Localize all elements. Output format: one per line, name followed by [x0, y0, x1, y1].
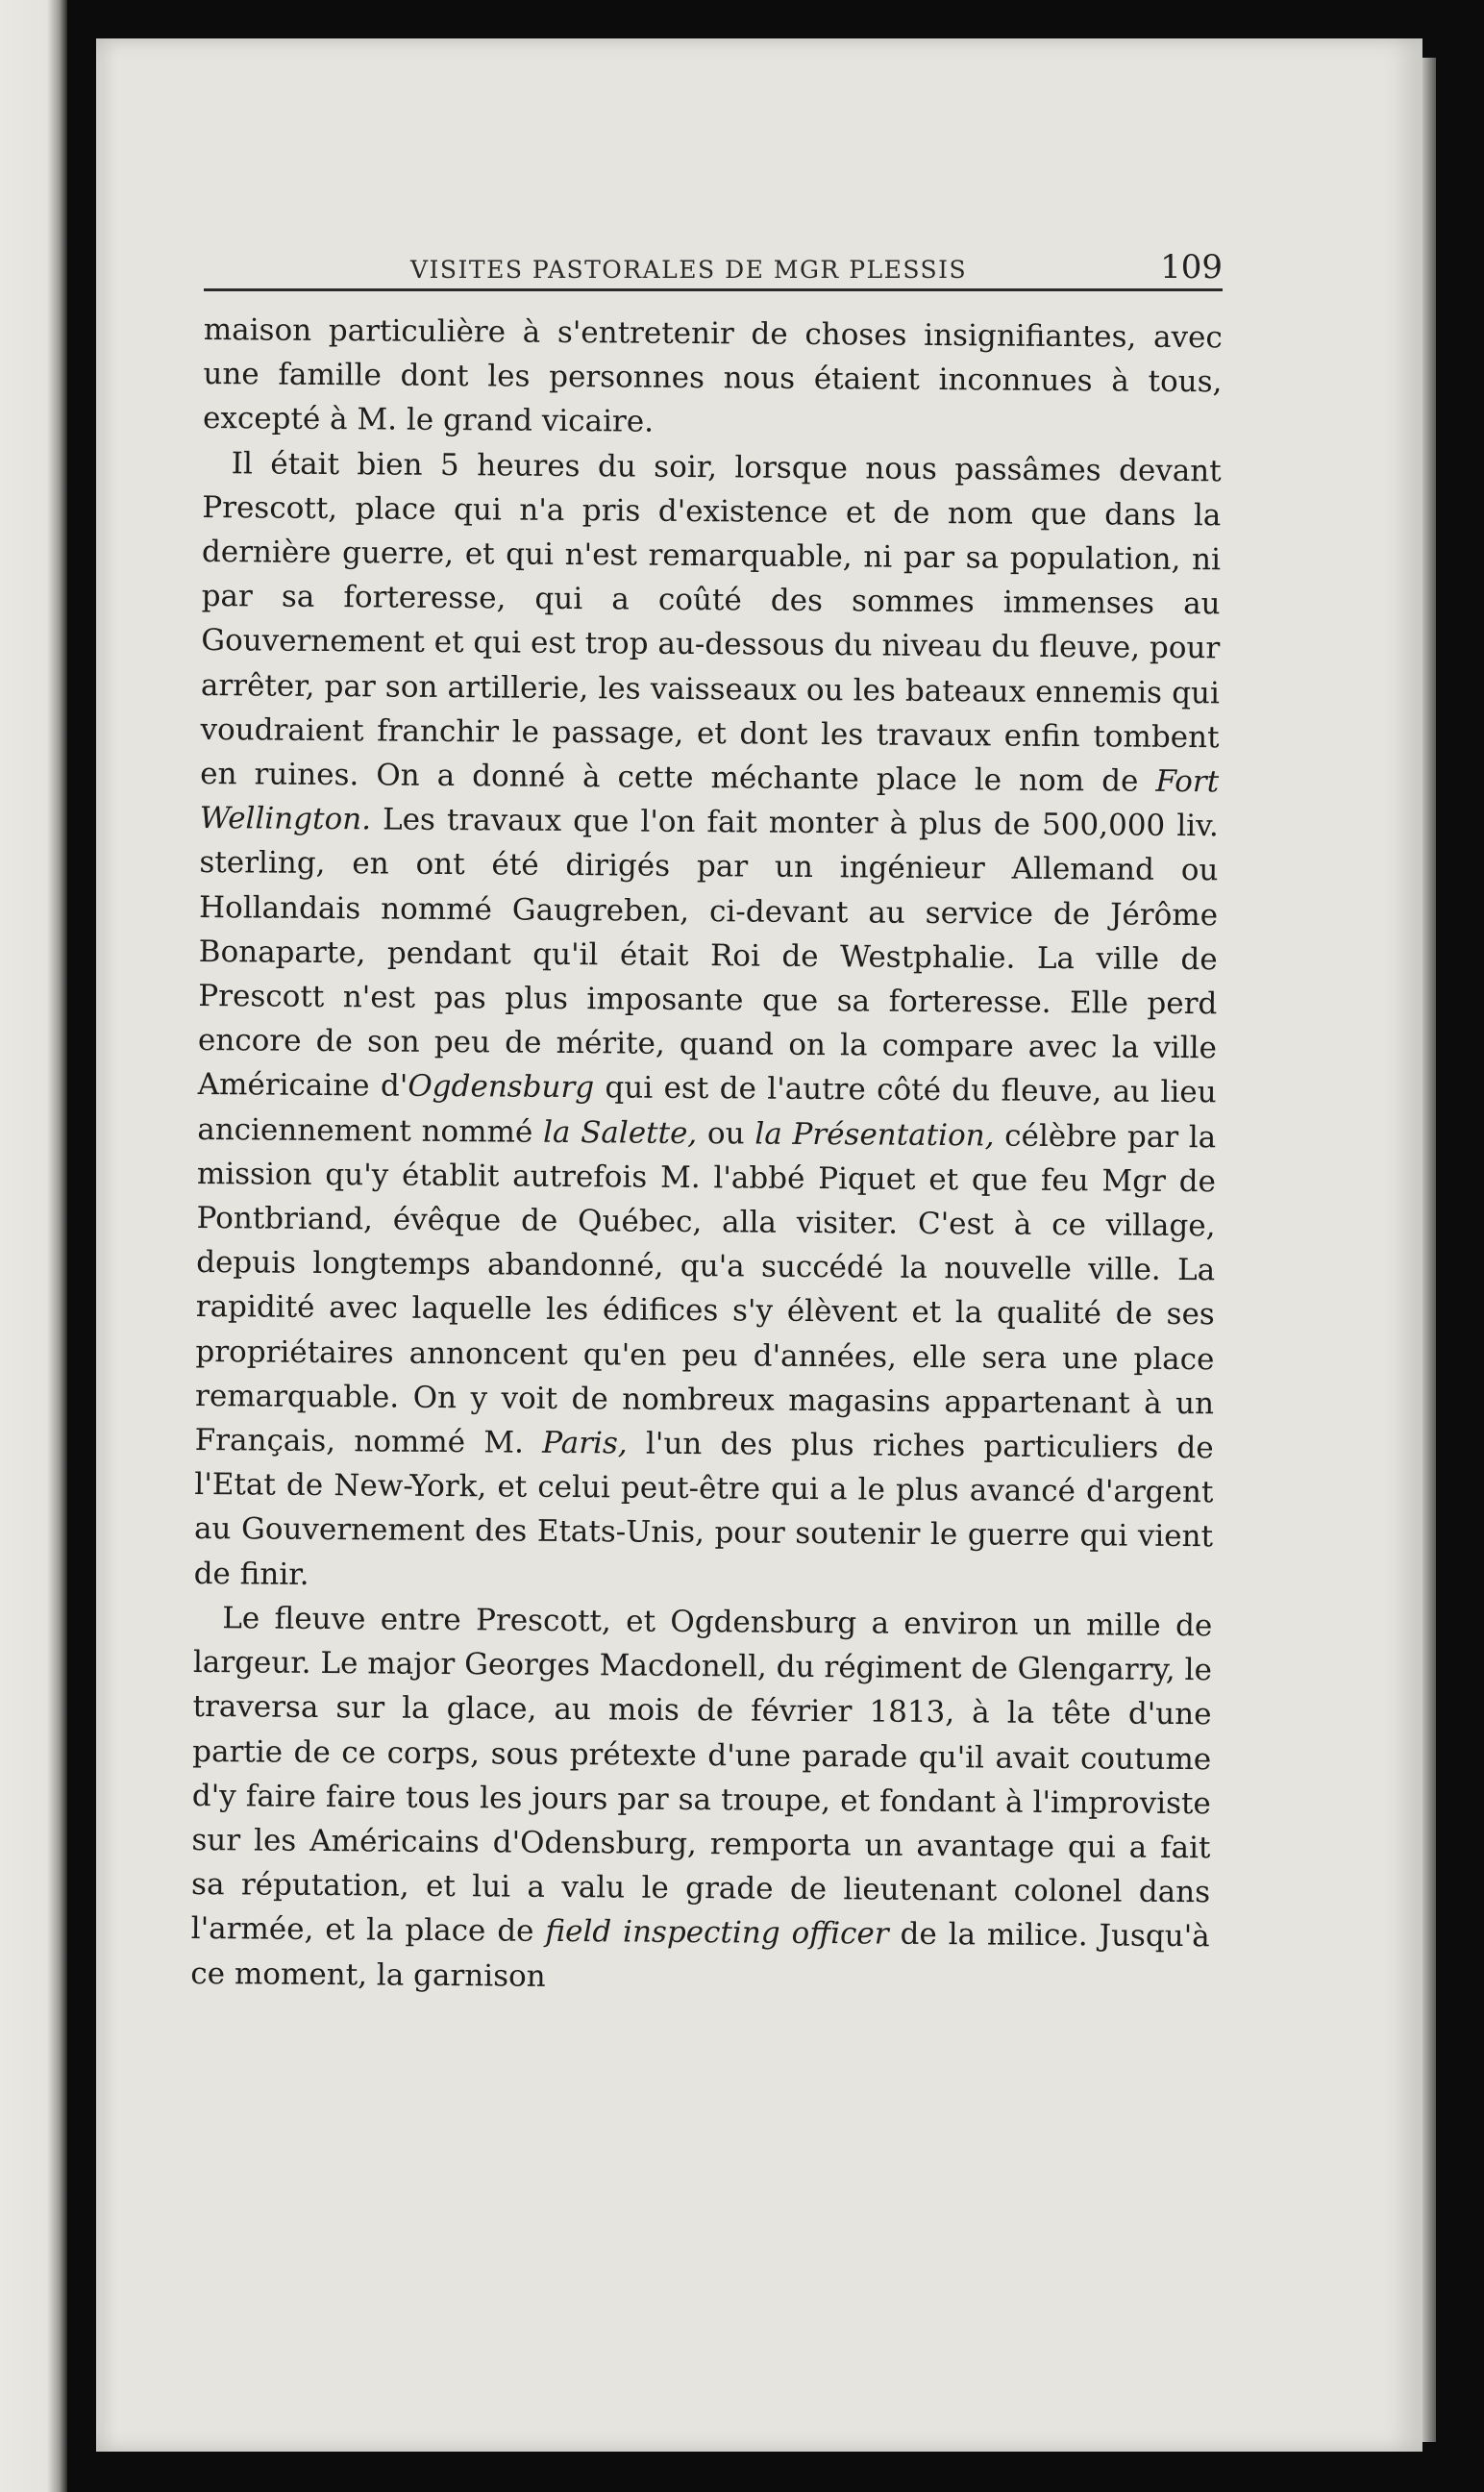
paragraph [190, 1596, 1212, 2004]
text-run: Les travaux que l'on fait monter à plus de 500,000 liv. sterling, en ont été dirigés par un ingénieur Allemand ou Hollandais nommé Gaugreben, ci-devant au service de Jérôme Bonaparte, pendant qu'il était Roi de Westphalie. La ville de Prescott n'est pas plus imposante que sa forteresse. Elle perd encore de son peu de mérite, quand on la compare avec la ville Américaine d' [197, 802, 1219, 1105]
text-run: maison particulière à s'entretenir de choses insignifiantes, avec une famille dont les personnes nous étaient inconnues à tous, excepté à M. le grand vicaire. [202, 312, 1223, 440]
previous-page-edge [0, 0, 67, 2492]
header-rule [204, 288, 1223, 291]
italic-text: la Salette, [542, 1114, 698, 1151]
paragraph [203, 308, 1223, 449]
text-run: l'un des plus riches particuliers de l'Etat de New-York, et celui peut-être qui a le plus avancé d'argent au Gouvernement des Etats-Unis, pour soutenir le guerre qui vient de finir. [193, 1426, 1214, 1592]
running-title: VISITES PASTORALES DE MGR PLESSIS [410, 256, 968, 284]
text-run: Le fleuve entre Prescott, et Ogdensburg a environ un mille de largeur. Le major Georges Macdonell, du régiment de Glengarry, le traversa sur la glace, au mois de février 1813, à la tête d'une partie de ce corps, sous prétexte d'une parade qu'il avait coutume d'y faire faire tous les jours par sa troupe, et fondant à l'improviste sur les Américains d'Odensburg, remporta un avantage qui a fait sa réputation, et lui a valu le grade de lieutenant colonel dans l'armée, et la place de [190, 1601, 1213, 1950]
italic-text: la Présentation, [754, 1116, 995, 1154]
running-head [204, 242, 1223, 300]
paragraph [193, 441, 1221, 1605]
text-run: célèbre par la mission qu'y établit autrefois M. l'abbé Piquet et que feu Mgr de Pontbriand, évêque de Québec, alla visiter. C'est à ce village, depuis longtemps abandonné, qu'a succédé la nouvelle ville. La rapidité avec laquelle les édifices s'y élèvent et la qualité de ses propriétaires annoncent qu'en peu d'années, elle sera une place remarquable. On y voit de nombreux magasins appartenant à un Français, nommé M. [194, 1118, 1217, 1460]
page-fore-edge [1422, 58, 1436, 2442]
italic-text: Paris, [542, 1425, 628, 1461]
text-run: qui est de l'autre côté du fleuve, au lieu anciennement nommé [197, 1070, 1217, 1150]
italic-text: Fort Wellington. [199, 763, 1220, 837]
italic-text: field inspecting officer [545, 1914, 889, 1952]
body-text [190, 308, 1223, 2004]
italic-text: Ogdensburg [408, 1069, 595, 1106]
page-number: 109 [1160, 248, 1223, 287]
text-run: de la milice. Jusqu'à ce moment, la garnison [190, 1916, 1210, 1994]
text-run: ou [697, 1115, 755, 1152]
text-run: Il était bien 5 heures du soir, lorsque nous passâmes devant Prescott, place qui n'a pris d'existence et de nom que dans la dernière guerre, et qui n'est remarquable, ni par sa population, ni par sa forteresse, qui a coûté des sommes immenses au Gouvernement et qui est trop au-dessous du niveau du fleuve, pour arrêter, par son artillerie, les vaisseaux ou les bateaux ennemis qui voudraient franchir le passage, et dont les travaux enfin tombent en ruines. On a donné à cette méchante place le nom de [200, 445, 1222, 799]
